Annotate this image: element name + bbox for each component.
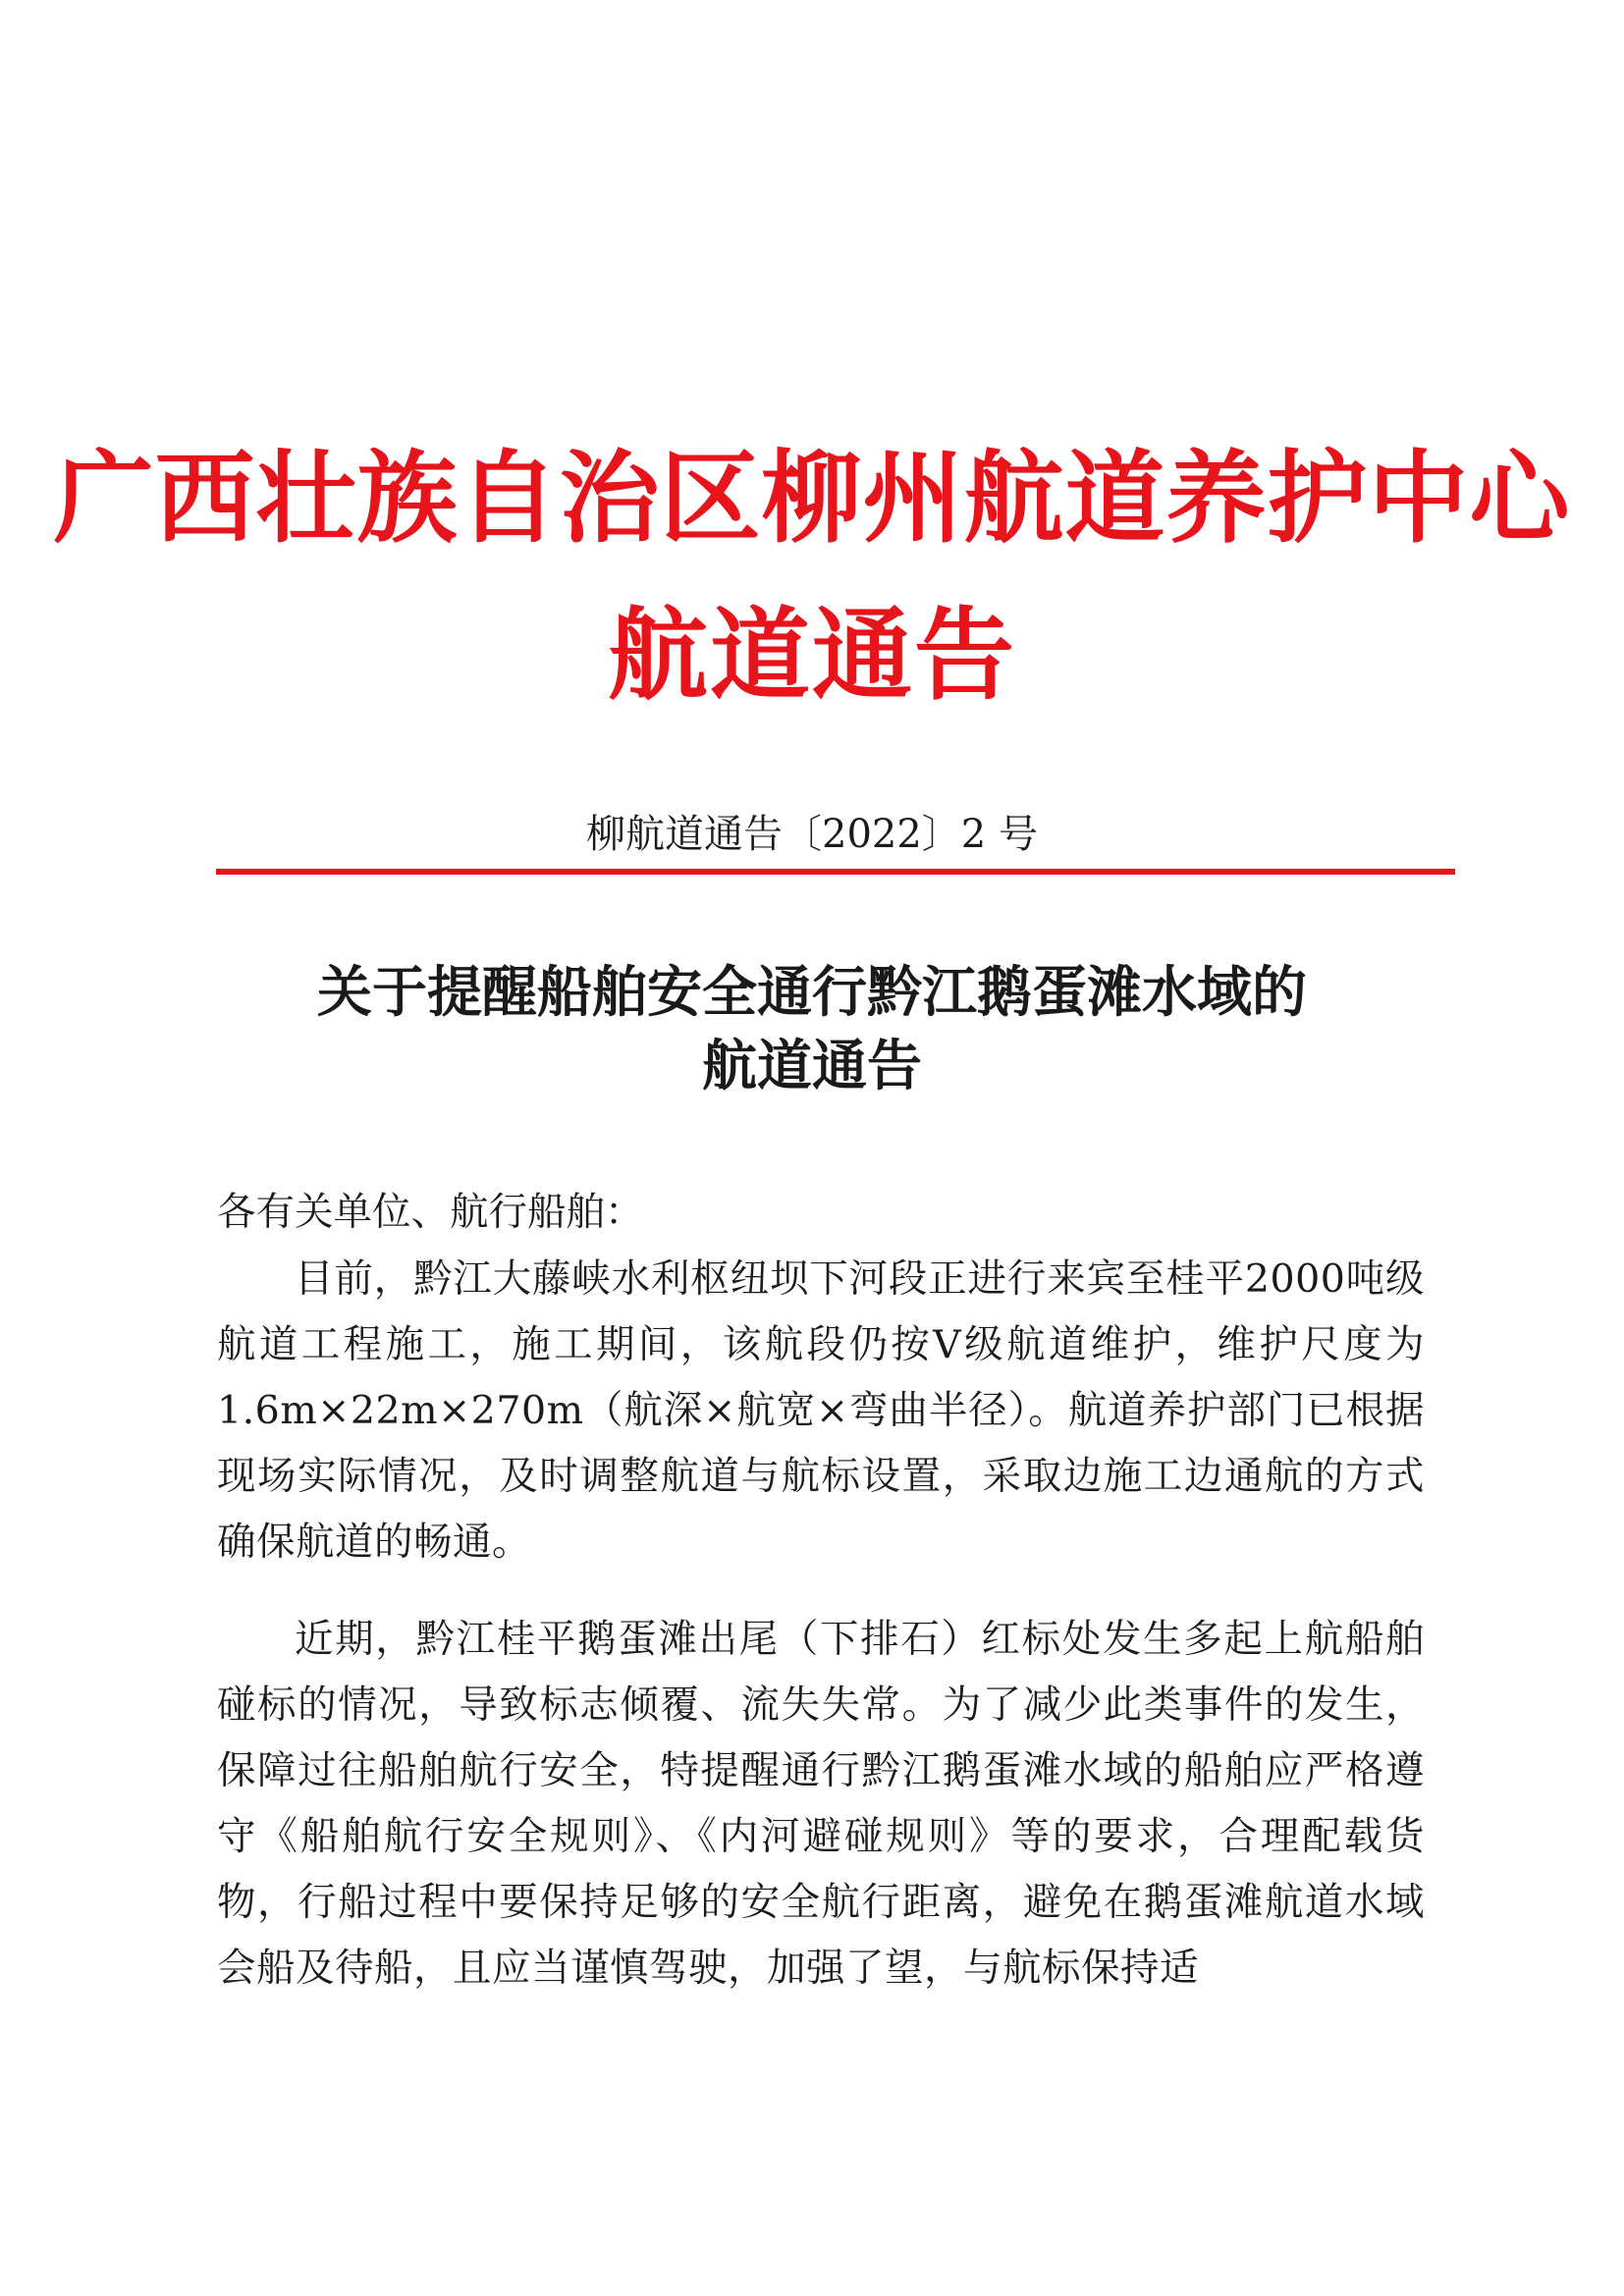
issuing-organization-name: 广西壮族自治区柳州航道养护中心 [53,440,1571,558]
red-separator-line [216,869,1455,875]
body-paragraph-2: 近期，黔江桂平鹅蛋滩出尾（下排石）红标处发生多起上航船舶碰标的情况，导致标志倾覆、流失失常。为了减少此类事件的发生，保障过往船舶航行安全，特提醒通行黔江鹅蛋滩水域的船舶应严格遵守《船舶航行安全规则》、《内河避碰规则》等的要求，合理配载货物，行船过程中要保持足够的安全航行距离，避免在鹅蛋滩航道水域会船及待船，且应当谨慎驾驶，加强了望，与航标保持适 [217,1617,1425,1991]
notice-title-line-2: 航道通告 [702,1034,922,1098]
document-number: 柳航道通告〔2022〕2 号 [586,812,1038,857]
body-paragraph-1: 目前，黔江大藤峡水利枢纽坝下河段正进行来宾至桂平2000吨级航道工程施工，施工期间，该航段仍按Ⅴ级航道维护，维护尺度为 1.6m×22m×270m（航深×航宽×弯曲半径）。航道养护部门已根据现场实际情况，及时调整航道与航标设置，采取边施工边通航的方式确保航道的畅通。 [217,1256,1425,1565]
salutation: 各有关单位、航行船舶： [217,1190,644,1235]
document-type-heading: 航道通告 [608,597,1016,715]
notice-title-line-1: 关于提醒船舶安全通行黔江鹅蛋滩水域的 [317,960,1307,1025]
